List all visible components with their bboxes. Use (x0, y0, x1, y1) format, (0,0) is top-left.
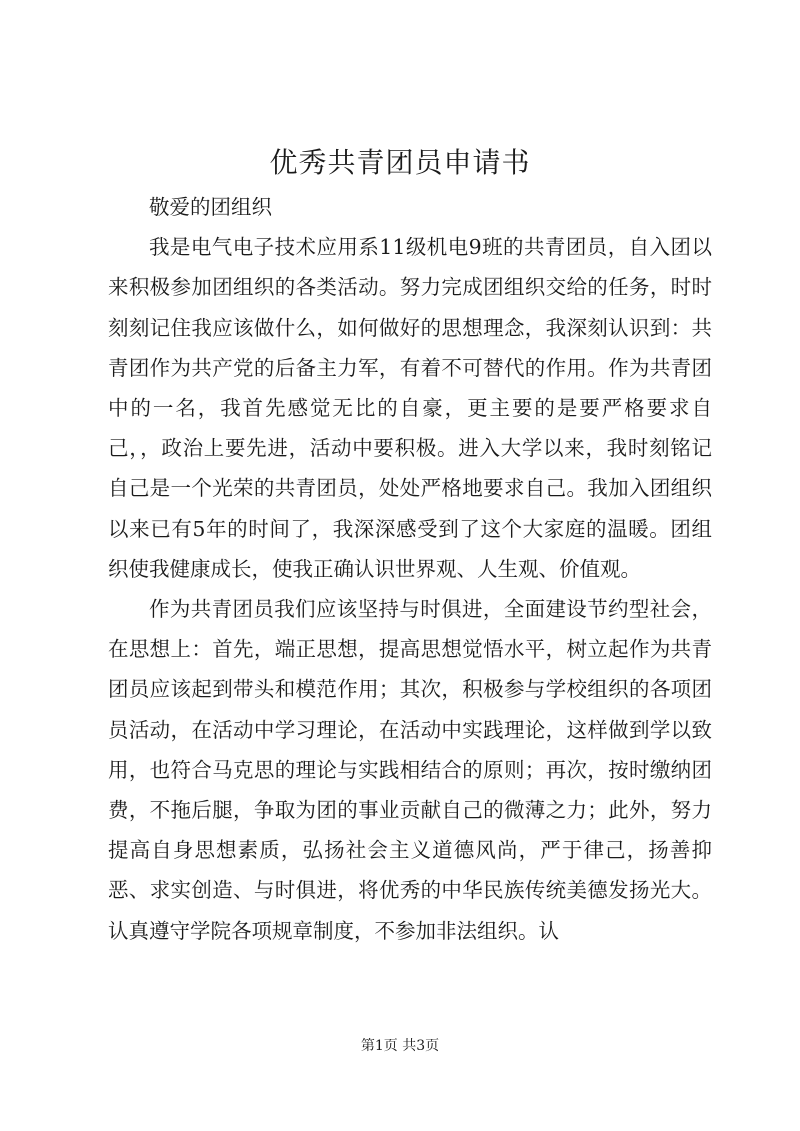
salutation: 敬爱的团组织 (149, 195, 272, 219)
body-paragraph: 我是电气电子技术应用系11级机电9班的共青团员，自入团以来积极参加团组织的各类活动。努力完成团组织交给的任务，时时刻刻记住我应该做什么，如何做好的思想理念，我深刻认识到：共青团作为共产党的后备主力军，有着不可替代的作用。作为共青团中的一名，我首先感觉无比的自豪，更主要的是要严格要求自己，，政治上要先进，活动中要积极。进入大学以来，我时刻铭记自己是一个光荣的共青团员，处处严格地要求自己。我加入团组织以来已有5年的时间了，我深深感受到了这个大家庭的温暖。团组织使我健康成长，使我正确认识世界观、人生观、价值观。 (108, 235, 712, 581)
document-body (108, 187, 712, 951)
page-title: 优秀共青团员申请书 (269, 146, 531, 179)
body-paragraph: 作为共青团员我们应该坚持与时俱进，全面建设节约型社会，在思想上：首先，端正思想，提高思想觉悟水平，树立起作为共青团员应该起到带头和模范作用；其次，积极参与学校组织的各项团员活动，在活动中学习理论，在活动中实践理论，这样做到学以致用，也符合马克思的理论与实践相结合的原则；再次，按时缴纳团费，不拖后腿，争取为团的事业贡献自己的微薄之力；此外，努力提高自身思想素质，弘扬社会主义道德风尚，严于律己，扬善抑恶、求实创造、与时俱进，将优秀的中华民族传统美德发扬光大。认真遵守学院各项规章制度，不参加非法组织。认 (108, 597, 712, 943)
page-footer (0, 1036, 800, 1056)
page-indicator: 第1页 共3页 (360, 1038, 440, 1054)
